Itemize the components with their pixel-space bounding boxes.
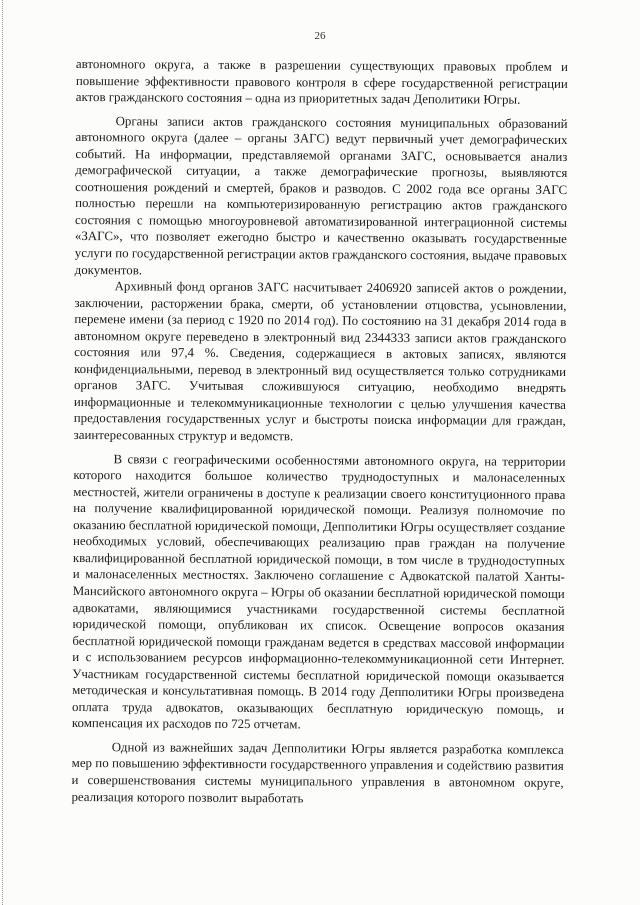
paragraph-4: В связи с географическими особенностями автономного округа, на территории которого находится большое количество труднодоступных и малонаселенных местностей, жители ограничены в доступе к реализации своего конституционного права на получение квалифицированной юридической помощи. Реализуя полномочие по оказанию бесплатной юридической помощи, Депполитики Югры осуществляет создание необходимых условий, обеспечивающих реализацию прав граждан на получение квалифицированной бесплатной юридической помощи, в том числе в труднодоступных и малонаселенных местностях. Заключено соглашение с Адвокатской палатой Ханты-Мансийского автономного округа – Югры об оказании бесплатной юридической помощи адвокатами, являющимися участниками государственной системы бесплатной юридической помощи, опубликован их список. Освещение вопросов оказания бесплатной юридической помощи гражданам ведется в средствах массовой информации и с использованием ресурсов информационно-телекоммуникационной сети Интернет. Участникам государственной системы бесплатной юридической помощи оказывается методическая и консультативная помощь. В 2014 году Депполитики Югры произведена оплата труда адвокатов, оказывающих бесплатную юридическую помощь, и компенсация их расходов по 725 отчетам. xyxy=(71,451,566,732)
paragraph-2: Органы записи актов гражданского состояния муниципальных образований автономного округа (далее – органы ЗАГС) ведут первичный учет демографических событий. На информации, представляемой органами ЗАГС, основывается анализ демографической ситуации, а также демографические прогнозы, выявляются соотношения рождений и смертей, браков и разводов. С 2002 года все органы ЗАГС полностью перешли на компьютеризированную регистрацию актов гражданского состояния с помощью многоуровневой автоматизированной интеграционной системы «ЗАГС», что позволяет ежегодно быстро и качественно оказывать государственные услуги по государственной регистрации актов гражданского состояния, выдаче правовых документов. xyxy=(74,113,568,277)
paragraph-1: автономного округа, а также в разрешении существующих правовых проблем и повышение эффективности правового контроля в сфере государственной регистрации актов гражданского состояния – одна из приоритетных задач Деполитики Югры. xyxy=(75,56,568,107)
scan-left-edge xyxy=(2,0,4,905)
paragraph-5: Одной из важнейших задач Депполитики Югры является разработка комплекса мер по повышению эффективности государственного управления и содействию развития и совершенствования системы муниципального управления в автономном округе, реализация которого позволит выработать xyxy=(71,740,564,805)
page-number: 26 xyxy=(314,30,326,42)
document-body xyxy=(71,56,568,808)
paragraph-3: Архивный фонд органов ЗАГС насчитывает 2406920 записей актов о рождении, заключении, расторжении брака, смерти, об установлении отцовства, усыновлении, перемене имени (за период с 1920 по 2014 год). По состоянию на 31 декабря 2014 года в автономном округе переведено в электронный вид 2344333 записи актов гражданского состояния или 97,4 %. Сведения, содержащиеся в актовых записях, являются конфиденциальными, перевод в электронный вид осуществляется только сотрудниками органов ЗАГС. Учитывая сложившуюся ситуацию, необходимо внедрять информационные и телекоммуникационные технологии с целью улучшения качества предоставления государственных услуг и быстроты поиска информации для граждан, заинтересованных структур и ведомств. xyxy=(73,279,567,444)
